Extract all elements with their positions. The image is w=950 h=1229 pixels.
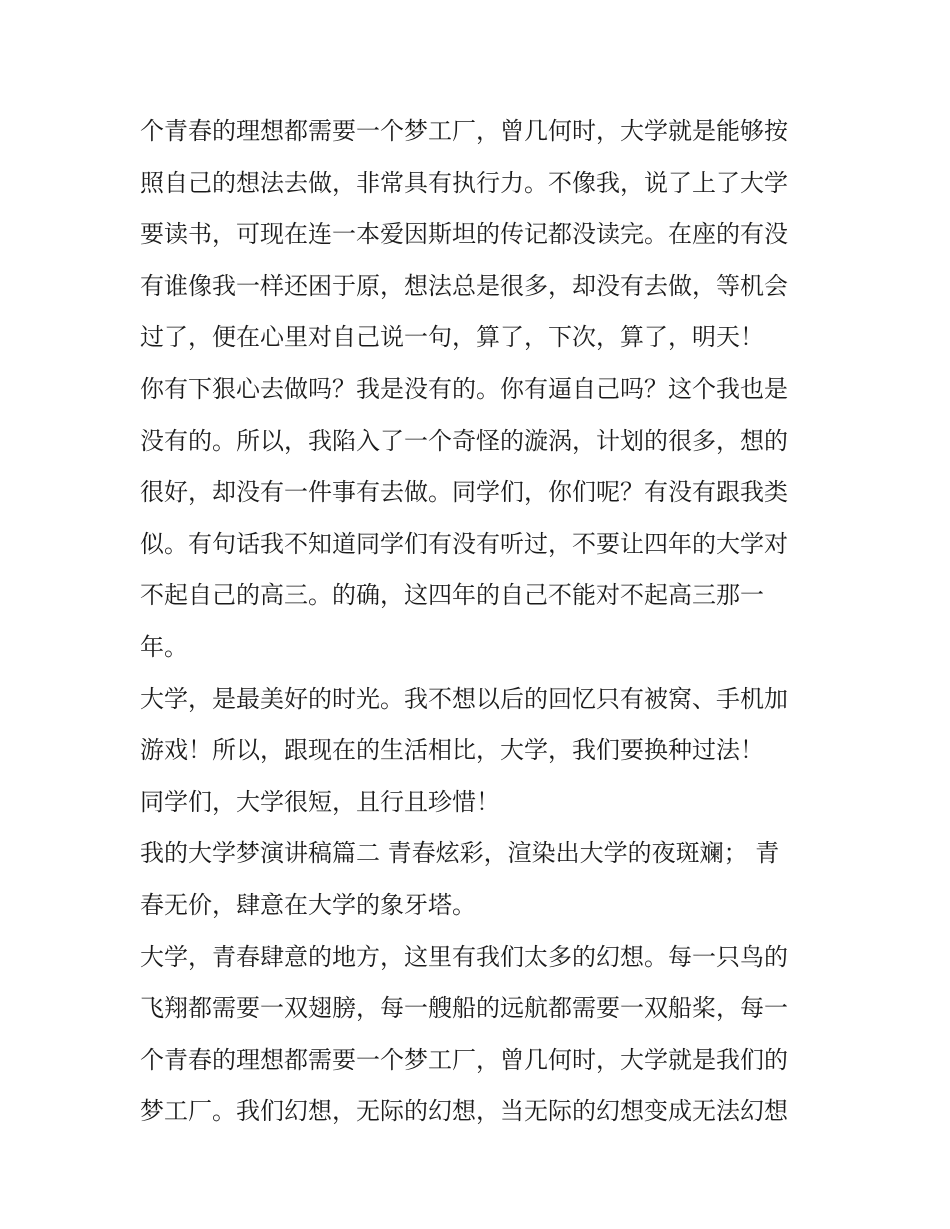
text-line: 同学们，大学很短，且行且珍惜！ [140, 787, 500, 816]
text-line: 照自己的想法去做，非常具有执行力。不像我，说了上了大学 [140, 168, 788, 197]
text-line: 游戏！所以，跟现在的生活相比，大学，我们要换种过法！ [140, 736, 764, 765]
text-line: 我的大学梦演讲稿篇二 青春炫彩，渲染出大学的夜斑斓； 青 [140, 839, 780, 868]
text-line: 很好，却没有一件事有去做。同学们，你们呢？有没有跟我类 [140, 478, 788, 507]
text-line: 个青春的理想都需要一个梦工厂，曾几何时，大学就是能够按 [140, 117, 788, 145]
text-line: 要读书，可现在连一本爱因斯坦的传记都没读完。在座的有没 [140, 220, 788, 249]
text-line: 似。有句话我不知道同学们有没有听过，不要让四年的大学对 [140, 529, 788, 558]
text-line: 不起自己的高三。的确，这四年的自己不能对不起高三那一 [140, 581, 764, 610]
text-line: 有谁像我一样还困于原，想法总是很多，却没有去做，等机会 [140, 271, 788, 300]
text-line: 你有下狠心去做吗？我是没有的。你有逼自己吗？这个我也是 [140, 374, 788, 403]
text-line: 梦工厂。我们幻想，无际的幻想，当无际的幻想变成无法幻想 [140, 1097, 788, 1126]
text-line: 春无价，肆意在大学的象牙塔。 [140, 890, 476, 919]
text-line: 年。 [140, 632, 188, 661]
text-line: 大学，青春肆意的地方，这里有我们太多的幻想。每一只鸟的 [140, 942, 788, 971]
text-line: 个青春的理想都需要一个梦工厂，曾几何时，大学就是我们的 [140, 1045, 788, 1074]
text-line: 过了，便在心里对自己说一句，算了，下次，算了，明天！ [140, 323, 764, 352]
text-line: 大学，是最美好的时光。我不想以后的回忆只有被窝、手机加 [140, 684, 788, 713]
text-line: 没有的。所以，我陷入了一个奇怪的漩涡，计划的很多，想的 [140, 426, 788, 455]
text-line: 飞翔都需要一双翅膀，每一艘船的远航都需要一双船桨，每一 [140, 994, 788, 1023]
body-text [140, 106, 820, 1138]
